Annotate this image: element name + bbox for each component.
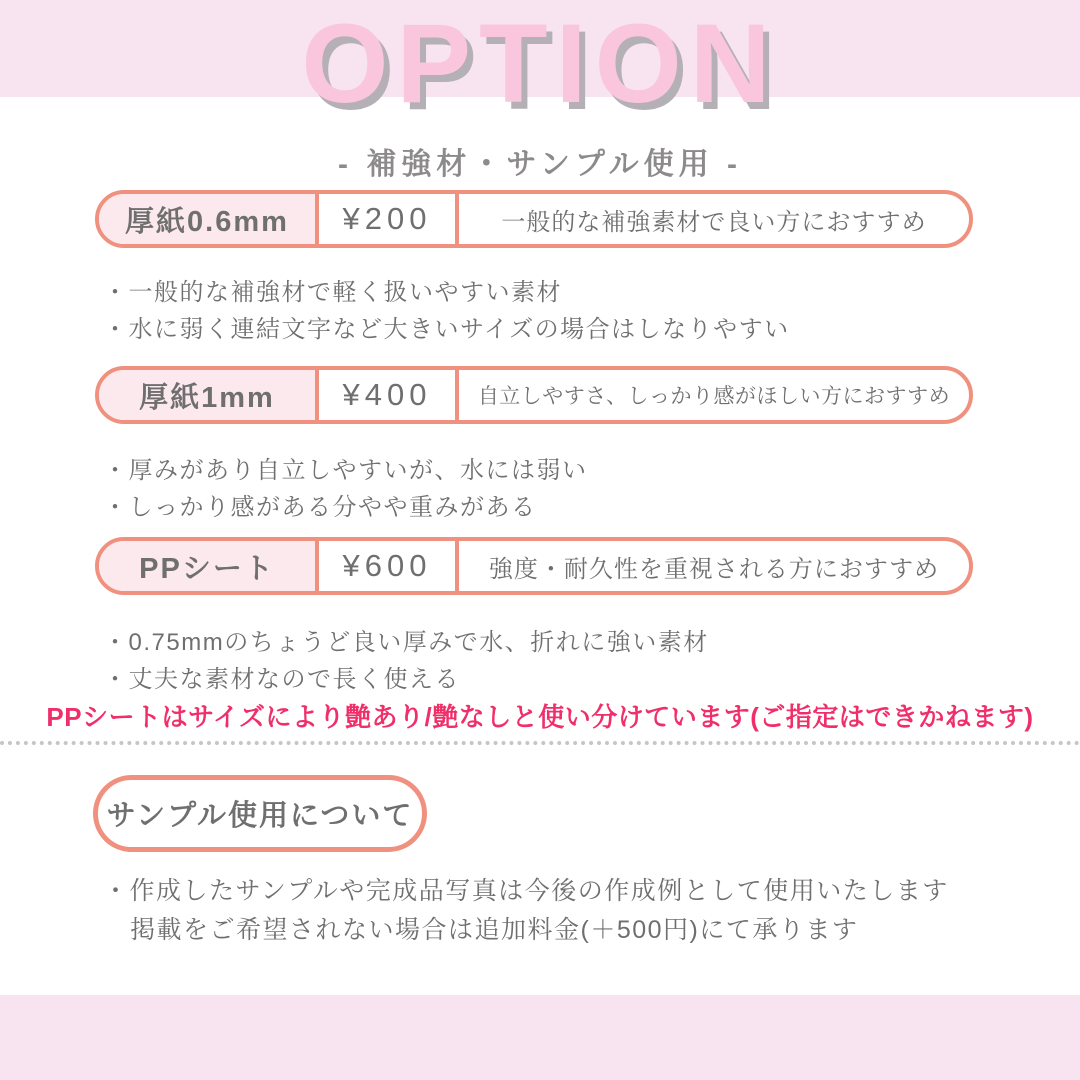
note-line: 掲載をご希望されない場合は追加料金(＋500円)にて承ります xyxy=(130,916,859,944)
option-notes-atsugami-1mm xyxy=(103,452,588,526)
option-name: 厚紙1mm xyxy=(99,370,319,420)
option-row-atsugami-1mm xyxy=(95,366,973,424)
page-subtitle: - 補強材・サンプル使用 - xyxy=(338,148,742,181)
option-price: ¥600 xyxy=(319,541,459,591)
note-line: ・しっかり感がある分やや重みがある xyxy=(103,494,537,521)
option-notes-pp-sheet xyxy=(103,624,709,698)
pp-sheet-gloss-note: PPシートはサイズにより艶あり/艶なしと使い分けています(ご指定はできかねます) xyxy=(46,702,1034,732)
option-name: PPシート xyxy=(99,541,319,591)
note-line: ・厚みがあり自立しやすいが、水には弱い xyxy=(103,457,588,484)
option-price: ¥200 xyxy=(319,194,459,244)
option-price: ¥400 xyxy=(319,370,459,420)
option-description: 一般的な補強素材で良い方におすすめ xyxy=(501,208,927,236)
option-row-pp-sheet xyxy=(95,537,973,595)
option-notes-atsugami-06mm xyxy=(103,274,790,348)
option-description: 自立しやすさ、しっかり感がほしい方におすすめ xyxy=(477,385,951,408)
bottom-pink-band xyxy=(0,995,1080,1080)
dashed-divider xyxy=(0,741,1080,745)
option-row-atsugami-06mm xyxy=(95,190,973,248)
sample-usage-notes xyxy=(103,872,949,950)
note-line: ・丈夫な素材なので長く使える xyxy=(103,666,460,693)
note-line: ・0.75mmのちょうど良い厚みで水、折れに強い素材 xyxy=(103,629,709,656)
note-line: ・作成したサンプルや完成品写真は今後の作成例として使用いたします xyxy=(103,877,949,905)
note-line: ・一般的な補強材で軽く扱いやすい素材 xyxy=(103,279,562,306)
sample-usage-heading: サンプル使用について xyxy=(93,775,427,852)
page-title: OPTION xyxy=(301,1,779,126)
note-line: ・水に弱く連結文字など大きいサイズの場合はしなりやすい xyxy=(103,316,790,343)
option-description: 強度・耐久性を重視される方におすすめ xyxy=(488,555,940,583)
option-name: 厚紙0.6mm xyxy=(99,194,319,244)
